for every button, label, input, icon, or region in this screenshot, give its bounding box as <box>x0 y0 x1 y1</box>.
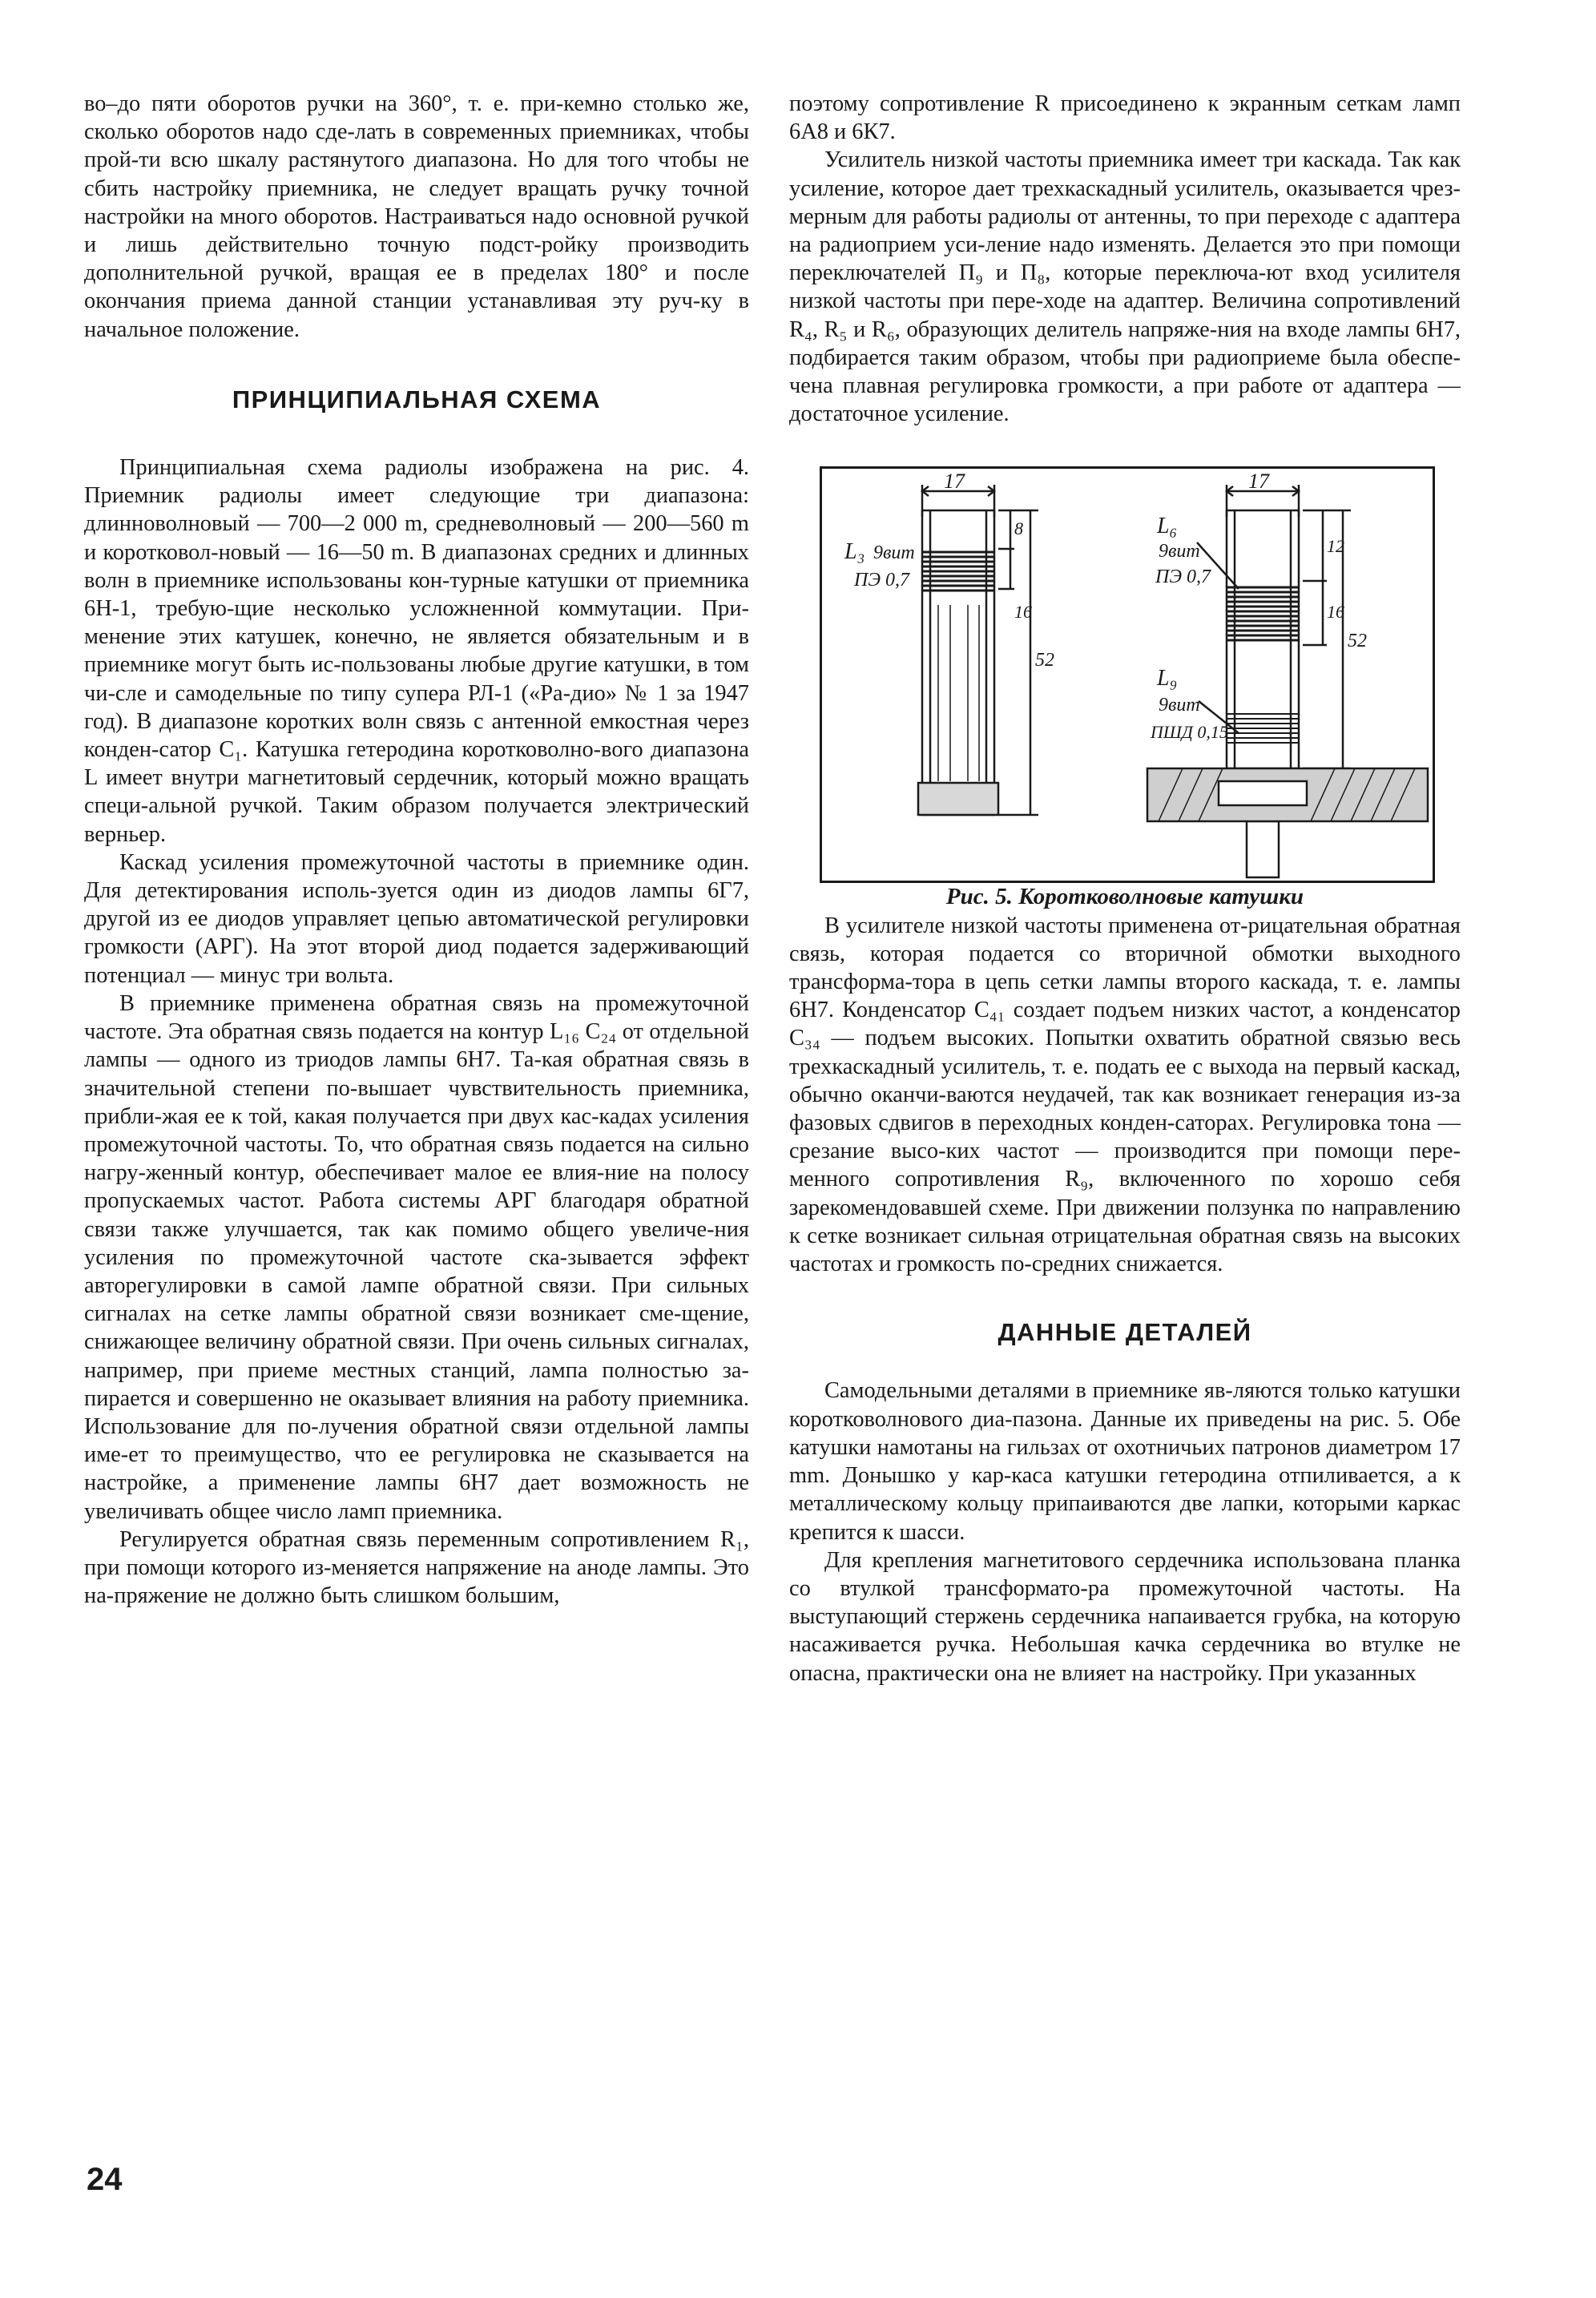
left-coil-shading <box>938 605 979 781</box>
right-upper-turns-label: 9вит <box>1159 541 1200 562</box>
intro-paragraph-right: поэтому сопротивление R присоединено к экранным сеткам ламп 6А8 и 6К7. <box>789 91 1461 145</box>
section-heading-schema: ПРИНЦИПИАЛЬНАЯ СХЕМА <box>232 385 602 413</box>
left-dim-top: 8 <box>1014 518 1023 539</box>
paragraph-schema-3: В приемнике применена обратная связь на промежуточной частоте. Эта обратная связь подается на контур L₁₆ C₂₄ от отдельной лампы — одного из триодов лампы 6Н7. Та-кая обратная связь в значительной степени по-вышает чувствительность приемника, прибли-жая ее к той, какая получается при двух кас-кадах усиления промежуточной частоты. То, что обратная связь подается на сильно нагру-женный контур, обеспечивает малое ее влия-ние на полосу пропускаемых частот. Работа системы АРГ благодаря обратной связи также улучшается, так как помимо общего увеличе-ния усиления по промежуточной частоте ска-зывается эффект авторегулировки в самой лампе обратной связи. При сильных сигналах на сетке лампы обратной связи возникает сме-щение, снижающее величину обратной связи. При очень сильных сигналах, например, при приеме местных станций, лампа полностью за-пирается и совершенно не оказывает влияния на работу приемника. Использование для по-лучения обратной связи отдельной лампы име-ет то преимущество, что ее регулировка не сказывается на настройке, а применение лампы 6Н7 дает возможность не увеличивать общее число ламп приемника. <box>84 990 749 1524</box>
right-upper-coil-label: L₆ <box>1157 514 1178 539</box>
paragraph-low-frequency: Усилитель низкой частоты приемника имеет три каскада. Так как усиление, которое дает трехкаскадный усилитель, оказывается чрез-мерным для работы радиолы от антенны, то при переходе с адаптера на радиоприем уси-ление надо изменять. Делается это при помощи переключателей П₉ и П₈, которые переключа-ют вход усилителя низкой частоты при пере-ходе на адаптер. Величина сопротивлений R₄, R₅ и R₆, образующих делитель напряже-ния на входе лампы 6Н7, подбирается таким образом, чтобы при радиоприеме была обеспе-чена плавная регулировка громкости, а при работе от адаптера — достаточное усиление. <box>789 147 1461 427</box>
page-number: 24 <box>87 2162 123 2197</box>
section-heading-data: ДАННЫЕ ДЕТАЛЕЙ <box>998 1318 1252 1347</box>
paragraph-schema-4: Регулируется обратная связь переменным сопротивлением R₁, при помощи которого из-меняется напряжение на аноде лампы. Это на-пряжение не должно быть слишком большим, <box>84 1526 749 1609</box>
right-lower-winding <box>1227 714 1299 743</box>
right-upper-wire-label: ПЭ 0,7 <box>1155 566 1211 588</box>
figure-caption: Рис. 5. Коротковолновые катушки <box>945 884 1304 910</box>
left-coil-winding <box>922 552 994 591</box>
paragraph-feedback: В усилителе низкой частоты применена от-рицательная обратная связь, которая подается со вторичной обмотки выходного трансформа-тора в цепь сетки лампы второго каскада, т. е. лампы 6Н7. Конденсатор C₄₁ создает подъем низких частот, а конденсатор C₃₄ — подъем высоких. Попытки охватить обратной связью весь трехкаскадный усилитель, т. е. подать ее с выхода на первый каскад, обычно оканчи-ваются неудачей, так как возникает генерация из-за фазовых сдвигов в переходных конден-саторах. Регулировка тона — срезание высо-ких частот — производится при помощи пере-менного сопротивления R₉, включенного по хорошо себя зарекомендовавшей схеме. При движении ползунка по направлению к сетке возникает сильная отрицательная обратная связь на высоких частотах и громкость по-средних снижается. <box>789 913 1461 1277</box>
coil-diagram <box>822 469 1433 881</box>
right-lower-turns-label: 9вит <box>1159 695 1200 716</box>
paragraph-data-2: Для крепления магнетитового сердечника использована планка со втулкой трансформато-ра промежуточной частоты. На выступающий стержень сердечника напаивается грубка, на которую насаживается ручка. Небольшая качка сердечника во втулке не опасна, практически она не влияет на настройку. При указанных <box>789 1547 1461 1686</box>
left-column <box>84 90 749 1610</box>
right-dim-total: 52 <box>1348 631 1367 652</box>
right-width-label: 17 <box>1248 470 1269 494</box>
figure-short-wave-coils <box>820 466 1435 883</box>
left-dim-total: 52 <box>1035 650 1054 671</box>
right-column <box>789 90 1461 1687</box>
paragraph-data-1: Самодельными деталями в приемнике яв-ляются только катушки коротковолнового диа-пазона. Данные их приведены на рис. 5. Обе катушки намотаны на гильзах от охотничьих патронов диаметром 17 mm. Донышко у кар-каса катушки гетеродина отпиливается, а к металлическому кольцу припаиваются две лапки, которыми каркас крепится к шасси. <box>789 1378 1461 1545</box>
left-dim-mid: 16 <box>1014 602 1032 623</box>
left-coil-label: L₃ <box>844 539 865 565</box>
intro-paragraph: во–до пяти оборотов ручки на 360°, т. е. при-кемно столько же, сколько оборотов надо сде-лать в современных приемниках, чтобы прой-ти всю шкалу растянутого диапазона. Но для того чтобы не сбить настройку приемника, не следует вращать ручку точной настройки на много оборотов. Настраиваться надо основной ручкой и лишь действительно точную подст-ройку производить дополнительной ручкой, вращая ее в пределах 180° и после окончания приема данной станции устанавливая эту руч-ку в начальное положение. <box>84 91 749 342</box>
left-width-label: 17 <box>944 470 965 494</box>
right-dim-top: 12 <box>1327 536 1344 557</box>
paragraph-schema-2: Каскад усиления промежуточной частоты в приемнике один. Для детектирования исполь-зуется один из диодов лампы 6Г7, другой из ее диодов управляет цепью автоматической регулировки громкости (АРГ). На этот второй диод подается задерживающий потенциал — минус три вольта. <box>84 849 749 988</box>
right-lower-coil-label: L₉ <box>1157 666 1178 691</box>
left-wire-label: ПЭ 0,7 <box>854 570 910 591</box>
right-lower-wire-label: ПШД 0,15 <box>1151 722 1228 743</box>
paragraph-schema-1: Принципиальная схема радиолы изображена на рис. 4. Приемник радиолы имеет следующие три диапазона: длинноволновый — 700—2 000 m, средневолновый — 200—560 m и коротковол-новый — 16—50 m. В диапазонах средних и длинных волн в приемнике использованы кон-турные катушки от приемника 6Н-1, требую-щие несколько усложненной коммутации. При-менение этих катушек, конечно, не является обязательным и в приемнике могут быть ис-пользованы любые другие катушки, в том чи-сле и самодельные по типу супера РЛ-1 («Ра-дио» № 1 за 1947 год). В диапазоне коротких волн связь с антенной емкостная через конден-сатор С₁. Катушка гетеродина коротковолно-вого диапазона L имеет внутри магнетитовый сердечник, который можно вращать специ-альной ручкой. Таким образом получается электрический верньер. <box>84 455 749 847</box>
right-dim-mid: 16 <box>1327 602 1344 623</box>
right-upper-winding <box>1227 587 1299 640</box>
mounting-ring <box>1219 781 1307 805</box>
left-turns-label: 9вит <box>873 542 915 564</box>
